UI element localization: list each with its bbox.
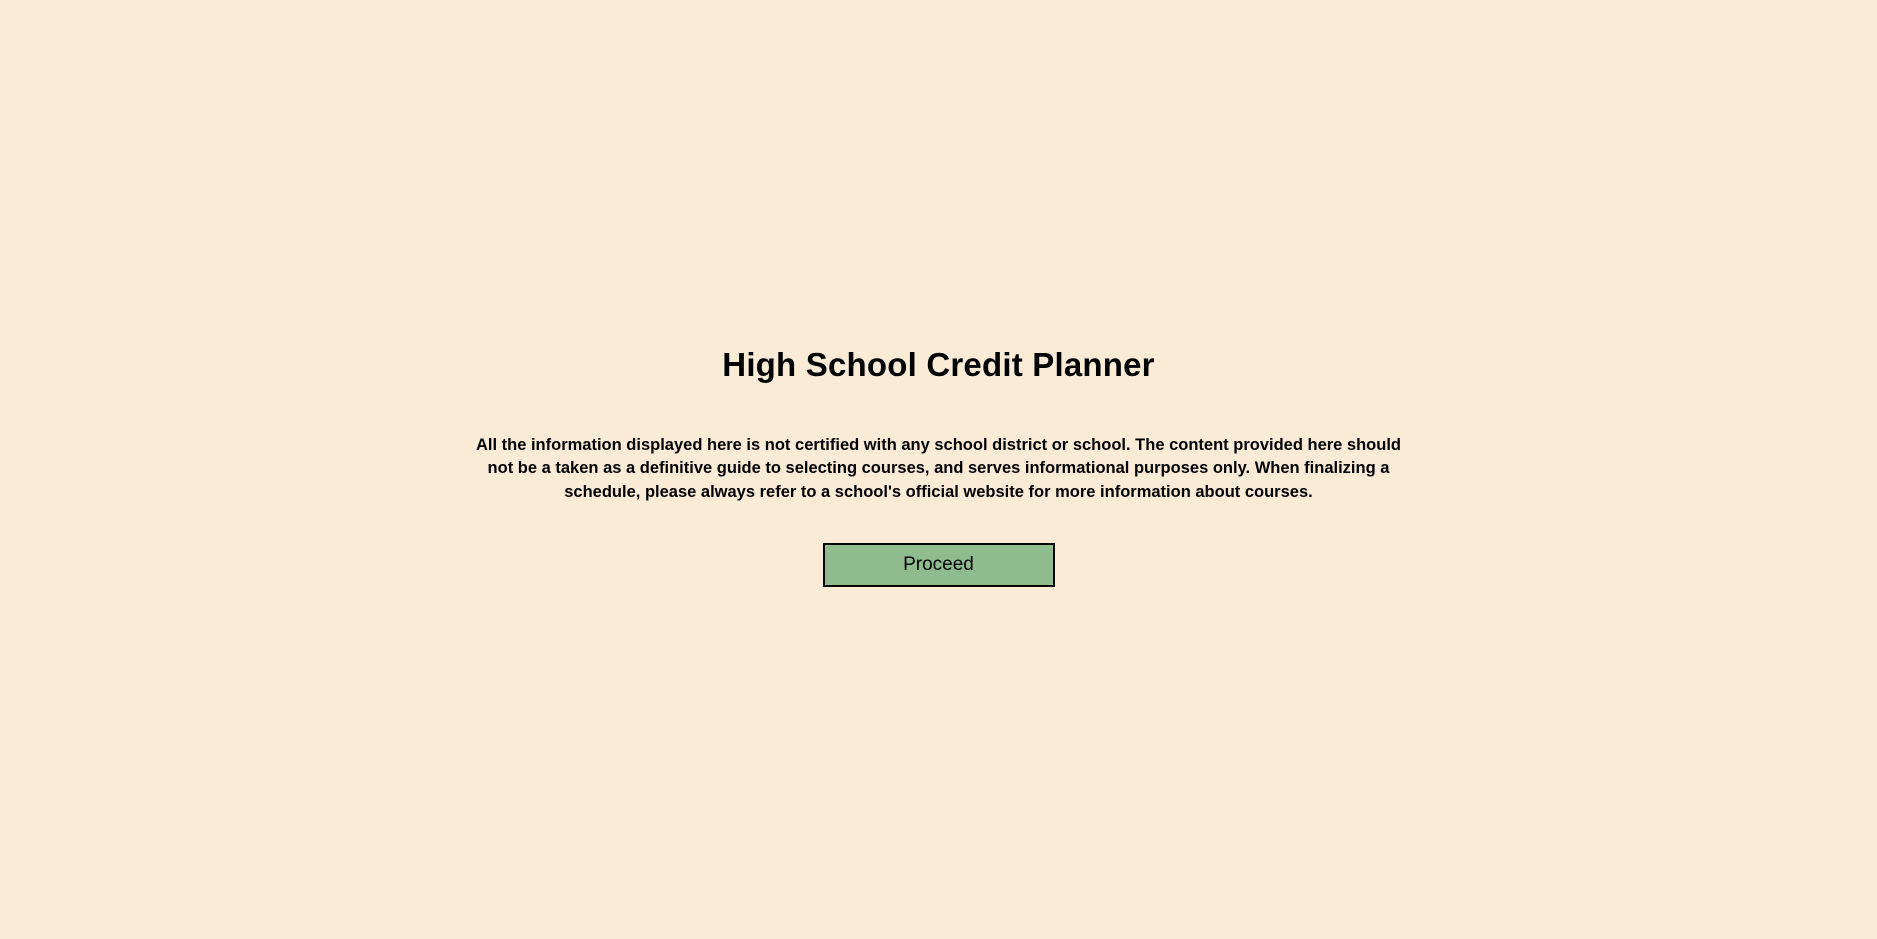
page-title: High School Credit Planner xyxy=(722,346,1155,383)
proceed-button[interactable]: Proceed xyxy=(823,543,1055,587)
disclaimer-text: All the information displayed here is not certified with any school district or school. The content provided here should not be a taken as a definitive guide to selecting courses, and serves informational purposes only. When finalizing a schedule, please always refer to a school's official website for more information about courses. xyxy=(475,435,1402,501)
